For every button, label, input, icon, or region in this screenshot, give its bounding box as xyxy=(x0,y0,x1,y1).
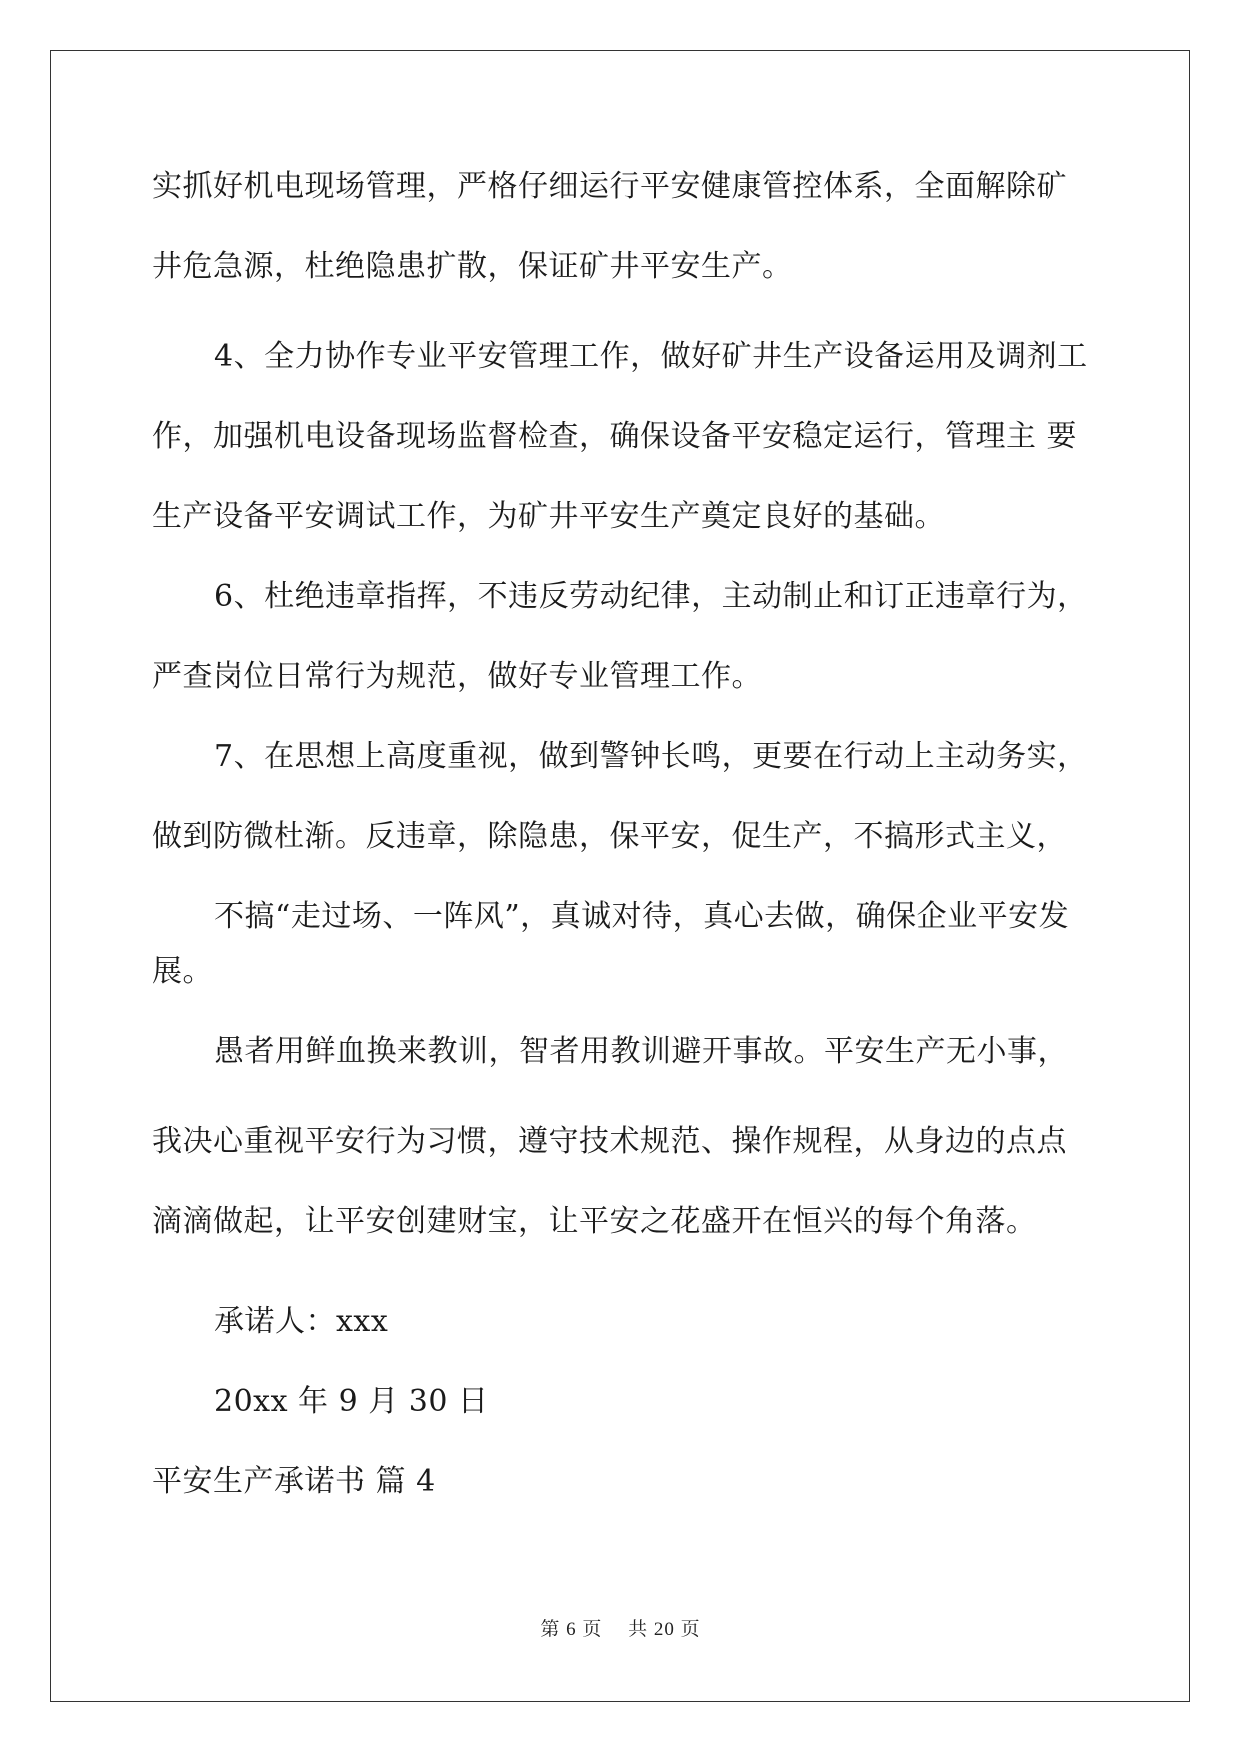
signer-line: 承诺人：xxx xyxy=(214,1304,389,1339)
text-line: 生产设备平安调试工作，为矿井平安生产奠定良好的基础。 xyxy=(152,499,945,534)
text-line: 滴滴做起，让平安创建财宝，让平安之花盛开在恒兴的每个角落。 xyxy=(152,1204,1037,1239)
page-number-footer: 第 6 页 共 20 页 xyxy=(540,1619,701,1640)
page-frame xyxy=(50,50,1190,1702)
text-line: 我决心重视平安行为习惯，遵守技术规范、操作规程，从身边的点点 xyxy=(152,1124,1067,1159)
text-line: 展。 xyxy=(152,954,213,989)
text-line: 7、在思想上高度重视，做到警钟长鸣，更要在行动上主动务实， xyxy=(214,739,1088,774)
text-line: 严查岗位日常行为规范，做好专业管理工作。 xyxy=(152,659,762,694)
text-line: 6、杜绝违章指挥，不违反劳动纪律，主动制止和订正违章行为， xyxy=(214,579,1088,614)
text-line: 做到防微杜渐。反违章，除隐患，保平安，促生产，不搞形式主义， xyxy=(152,819,1067,854)
text-line: 井危急源，杜绝隐患扩散，保证矿井平安生产。 xyxy=(152,249,793,284)
section-title: 平安生产承诺书 篇 4 xyxy=(152,1464,436,1499)
text-line: 4、全力协作专业平安管理工作，做好矿井生产设备运用及调剂工 xyxy=(214,339,1088,374)
date-line: 20xx 年 9 月 30 日 xyxy=(214,1384,489,1419)
text-line: 作，加强机电设备现场监督检查，确保设备平安稳定运行，管理主 要 xyxy=(152,419,1078,454)
text-line: 不搞“走过场、一阵风”，真诚对待，真心去做，确保企业平安发 xyxy=(214,899,1070,934)
text-line: 愚者用鲜血换来教训，智者用教训避开事故。平安生产无小事， xyxy=(214,1034,1068,1069)
text-line: 实抓好机电现场管理，严格仔细运行平安健康管控体系，全面解除矿 xyxy=(152,169,1067,204)
